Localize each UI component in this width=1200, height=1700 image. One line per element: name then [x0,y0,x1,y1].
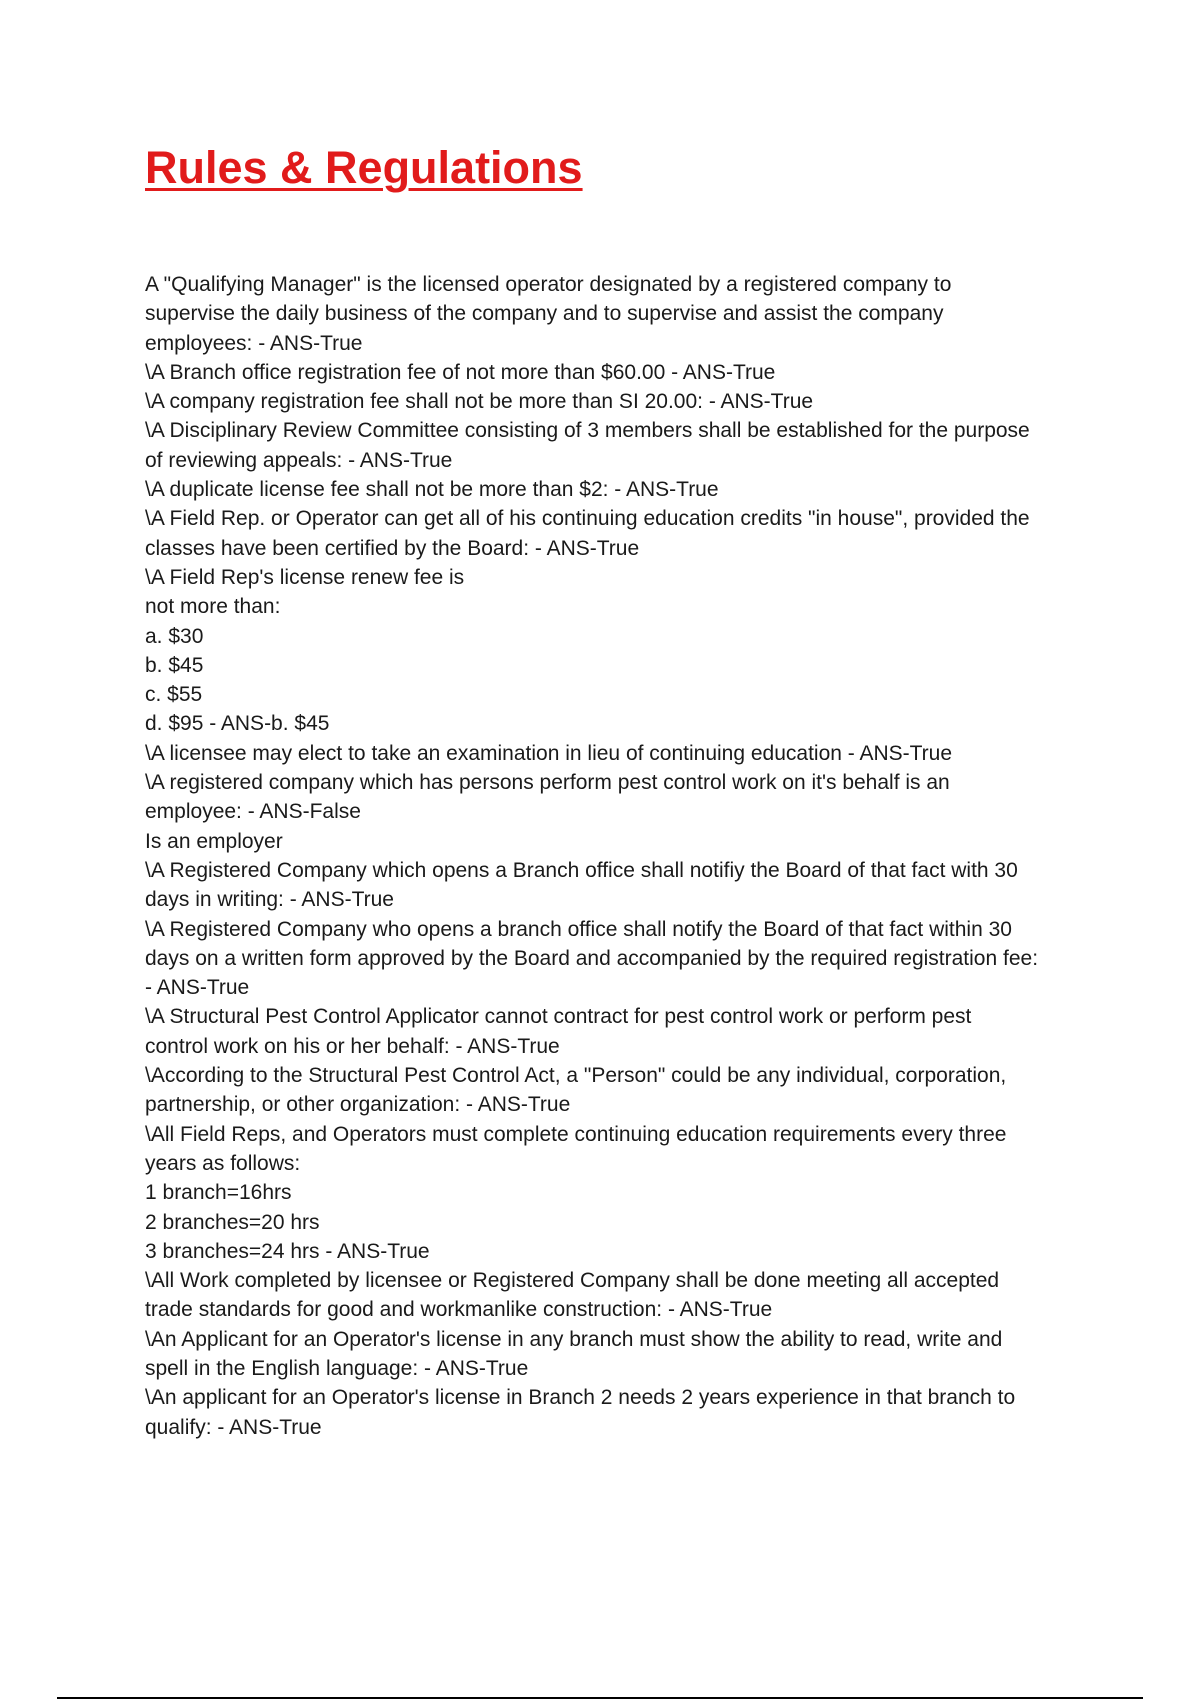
text-line: b. $45 [145,653,204,677]
text-line: years as follows: [145,1151,301,1175]
text-line: d. $95 - ANS-b. $45 [145,712,330,736]
text-line: of reviewing appeals: - ANS-True [145,448,453,472]
text-line: spell in the English language: - ANS-True [145,1356,529,1380]
text-line: \A licensee may elect to take an examination in lieu of continuing education - ANS-True [145,741,953,765]
text-line: \All Work completed by licensee or Registered Company shall be done meeting all accepted [145,1269,1000,1293]
text-line: \A Registered Company which opens a Branch office shall notifiy the Board of that fact with 30 [145,858,1018,882]
text-line: 1 branch=16hrs [145,1181,292,1205]
text-line: employee: - ANS-False [145,800,361,824]
text-line: 3 branches=24 hrs - ANS-True [145,1239,430,1263]
text-line: \A company registration fee shall not be more than SI 20.00: - ANS-True [145,390,814,414]
text-line: supervise the daily business of the company and to supervise and assist the company [145,302,944,326]
text-line: \A duplicate license fee shall not be more than $2: - ANS-True [145,478,719,502]
text-line: control work on his or her behalf: - ANS-True [145,1034,560,1058]
text-line: partnership, or other organization: - ANS-True [145,1093,571,1117]
text-line: \An Applicant for an Operator's license in any branch must show the ability to read, write and [145,1327,1003,1351]
text-line: 2 branches=20 hrs [145,1210,320,1234]
text-line: \A Branch office registration fee of not more than $60.00 - ANS-True [145,360,776,384]
text-line: qualify: - ANS-True [145,1415,322,1439]
text-line: trade standards for good and workmanlike construction: - ANS-True [145,1298,773,1322]
footer-divider [57,1697,1143,1699]
text-line: - ANS-True [145,976,250,1000]
text-line: \A registered company which has persons perform pest control work on it's behalf is an [145,771,950,795]
text-line: \According to the Structural Pest Control Act, a "Person" could be any individual, corporation, [145,1064,1007,1088]
text-line: \A Structural Pest Control Applicator cannot contract for pest control work or perform pest [145,1005,972,1029]
text-line: Is an employer [145,829,283,853]
text-line: \All Field Reps, and Operators must complete continuing education requirements every three [145,1122,1007,1146]
text-line: days on a written form approved by the Board and accompanied by the required registration fee: [145,946,1039,970]
text-line: c. $55 [145,683,203,707]
text-line: \A Field Rep's license renew fee is [145,565,465,589]
text-line: not more than: [145,595,281,619]
text-line: \An applicant for an Operator's license in Branch 2 needs 2 years experience in that branch to [145,1386,1016,1410]
text-line: A "Qualifying Manager" is the licensed operator designated by a registered company to [145,273,952,296]
text-line: classes have been certified by the Board: - ANS-True [145,536,640,560]
text-line: \A Registered Company who opens a branch office shall notify the Board of that fact within 30 [145,917,1012,941]
text-line: employees: - ANS-True [145,331,363,355]
text-line: \A Field Rep. or Operator can get all of his continuing education credits "in house", provided the [145,507,1030,531]
document-body [145,270,1090,1442]
text-line: a. $30 [145,624,204,648]
text-line: \A Disciplinary Review Committee consisting of 3 members shall be established for the purpose [145,419,1030,443]
text-line: days in writing: - ANS-True [145,888,394,912]
document-title: Rules & Regulations [145,142,583,193]
